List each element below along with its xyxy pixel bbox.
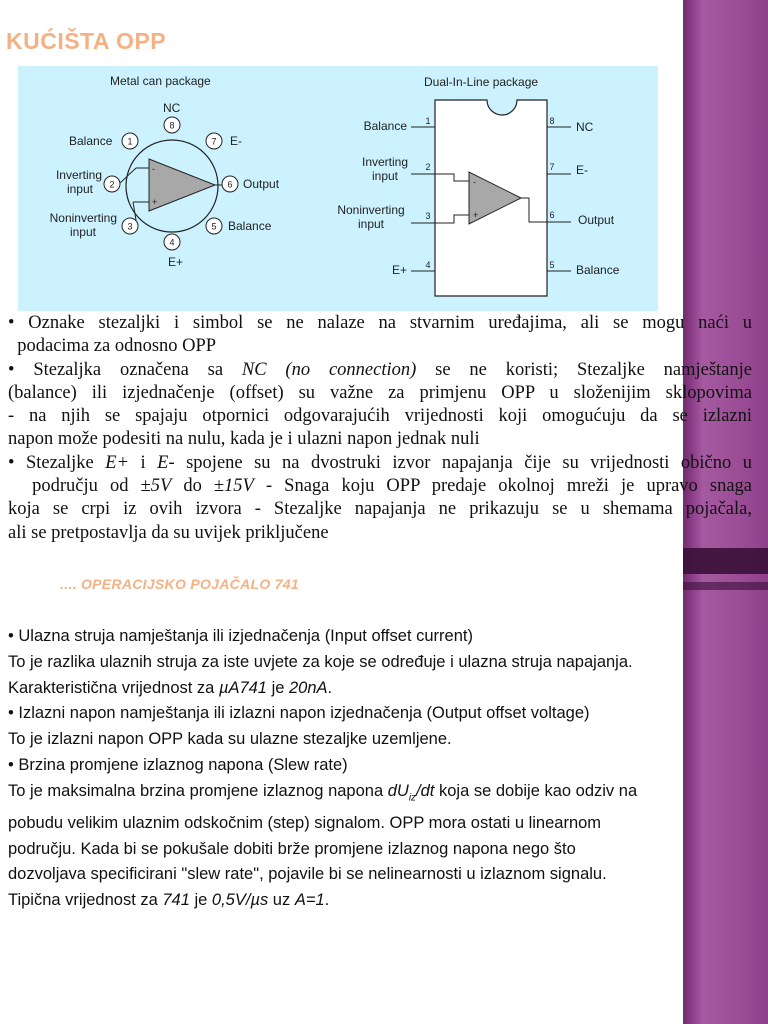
label-nc: NC bbox=[163, 101, 181, 115]
svg-text:2: 2 bbox=[109, 179, 115, 190]
dil-label-balance-right: Balance bbox=[576, 263, 620, 277]
paragraph-line: pobudu velikim ulaznim odskočnim (step) signalom. OPP mora ostati u linearnom bbox=[8, 813, 602, 832]
dil-label-inverting-input: input bbox=[371, 169, 399, 183]
dil-label-output: Output bbox=[578, 213, 615, 227]
slew-rate-value: 0,5V/µs bbox=[211, 891, 269, 910]
e-minus-term: E- bbox=[157, 452, 175, 473]
dil-title: Dual-In-Line package bbox=[424, 75, 539, 89]
metal-can-pin-3 bbox=[122, 218, 138, 234]
text-span: se ne koristi; Stezaljke namještanje bbox=[416, 359, 752, 380]
paragraph-line: području. Kada bi se pokušale dobiti brže promjene izlaznog napona nego što bbox=[8, 839, 576, 858]
package-diagram bbox=[18, 66, 658, 311]
svg-text:1: 1 bbox=[127, 136, 133, 147]
label-noninverting: Noninverting bbox=[49, 211, 117, 225]
text-span: Karakteristična vrijednost za bbox=[8, 678, 219, 697]
section-subtitle: .... OPERACIJSKO POJAČALO 741 bbox=[60, 576, 299, 592]
label-inverting: Inverting bbox=[55, 168, 102, 182]
metal-can-pin-1 bbox=[122, 133, 138, 149]
formula: dU bbox=[387, 781, 409, 800]
label-e-plus: E+ bbox=[168, 255, 184, 269]
svg-text:4: 4 bbox=[169, 237, 175, 248]
paragraph-line: To je izlazni napon OPP kada su ulazne stezaljke uzemljene. bbox=[8, 730, 452, 749]
dil-label-noninverting-input: input bbox=[357, 217, 385, 231]
paragraph-line bbox=[8, 452, 752, 475]
text-span: . bbox=[324, 891, 330, 910]
dil-label-nc: NC bbox=[576, 120, 594, 134]
metal-can-pin-6 bbox=[222, 176, 238, 192]
paragraph-line: ali se pretpostavlja da su uvijek priključene bbox=[8, 522, 329, 543]
nc-term: NC (no connection) bbox=[241, 359, 417, 380]
formula-subscript: iz bbox=[408, 792, 417, 804]
dil-label-e-plus: E+ bbox=[391, 263, 407, 277]
dil-pin-number-4: 4 bbox=[425, 260, 431, 270]
label-e-minus: E- bbox=[230, 134, 242, 148]
dil-minus-sign: - bbox=[473, 177, 476, 187]
text-span: . bbox=[327, 678, 333, 697]
label-balance: Balance bbox=[69, 134, 113, 148]
metal-can-opamp-symbol bbox=[149, 159, 215, 211]
svg-text:5: 5 bbox=[211, 221, 217, 232]
dil-label-inverting: Inverting bbox=[361, 155, 409, 169]
text-span: do bbox=[171, 476, 214, 497]
parameter-description-text bbox=[8, 624, 768, 914]
paragraph-line: • Ulazna struja namještanja ili izjednačenja (Input offset current) bbox=[8, 627, 473, 645]
metal-can-pin-7 bbox=[206, 133, 222, 149]
text-span: uz bbox=[268, 891, 295, 910]
metal-can-minus-sign: - bbox=[152, 164, 155, 174]
package-diagram-svg bbox=[18, 66, 658, 311]
part-number: µA741 bbox=[218, 678, 267, 697]
metal-can-pin-4 bbox=[164, 234, 180, 250]
label-inverting-input: input bbox=[66, 182, 93, 196]
dil-label-noninverting: Noninverting bbox=[337, 203, 405, 217]
paragraph-line: podacima za odnosno OPP bbox=[8, 336, 217, 357]
dil-pin-number-7: 7 bbox=[549, 162, 555, 172]
paragraph-line: napon može podesiti na nulu, kada je i ulazni napon jednak nuli bbox=[8, 429, 480, 450]
dil-label-balance: Balance bbox=[363, 119, 407, 133]
gain-value: A=1 bbox=[294, 891, 325, 910]
paragraph-line: (balance) ili izjednačenje (offset) su važne za primjenu OPP u složenijim sklopovima bbox=[8, 382, 752, 403]
label-noninverting-input: input bbox=[69, 225, 96, 239]
dil-pin-number-1: 1 bbox=[425, 116, 431, 126]
text-span: • Stezaljke bbox=[8, 452, 106, 473]
svg-text:3: 3 bbox=[127, 221, 133, 232]
sidebar-stripe bbox=[683, 548, 768, 574]
paragraph-line bbox=[8, 676, 768, 702]
text-span: To je maksimalna brzina promjene izlaznog napona bbox=[8, 781, 388, 800]
text-span: je bbox=[189, 891, 212, 910]
paragraph-line bbox=[8, 359, 752, 382]
metal-can-pin-2 bbox=[104, 176, 120, 192]
text-span: - Snaga koju OPP predaje okolnoj mreži je upravo snaga bbox=[253, 476, 753, 497]
paragraph-line: • Oznake stezaljki i simbol se ne nalaze na stvarnim uređajima, ali se mogu naći u bbox=[8, 313, 752, 333]
dil-label-e-minus: E- bbox=[576, 163, 588, 177]
text-span: spojene su na dvostruki izvor napajanja čije su vrijednosti obično u bbox=[174, 452, 753, 473]
current-value: 20nA bbox=[289, 678, 328, 697]
metal-can-title: Metal can package bbox=[110, 74, 211, 88]
paragraph-line: • Brzina promjene izlaznog napona (Slew rate) bbox=[8, 755, 348, 774]
text-span: i bbox=[129, 452, 158, 473]
e-plus-term: E+ bbox=[105, 452, 130, 473]
label-output: Output bbox=[243, 177, 280, 191]
paragraph-line: • Izlazni napon namještanja ili izlazni napon izjednačenja (Output offset voltage) bbox=[8, 704, 590, 723]
paragraph-line: koja se crpi iz ovih izvora - Stezaljke napajanja ne prikazuju se u shemama pojačala, bbox=[8, 499, 752, 520]
metal-can-pin-5 bbox=[206, 218, 222, 234]
label-balance-right: Balance bbox=[228, 219, 272, 233]
lead-inverting bbox=[119, 168, 136, 184]
text-span: je bbox=[266, 678, 289, 697]
text-span: području od bbox=[8, 476, 141, 497]
dil-pin-number-6: 6 bbox=[549, 210, 555, 220]
sidebar-stripe bbox=[683, 582, 768, 590]
voltage-value: ±15V bbox=[213, 476, 254, 497]
paragraph-line bbox=[8, 779, 768, 811]
paragraph-line: To je razlika ulaznih struja za iste uvjete za koje se određuje i ulazna struja napajanja. bbox=[8, 652, 633, 671]
text-span: Tipična vrijednost za bbox=[8, 891, 163, 910]
voltage-value: ±5V bbox=[140, 476, 172, 497]
svg-text:8: 8 bbox=[169, 120, 175, 131]
paragraph-line: dozvoljava specificirani "slew rate", pojavile bi se nelinearnosti u izlaznom signalu. bbox=[8, 865, 607, 884]
text-span: • Stezaljka označena sa bbox=[8, 359, 242, 380]
pin-description-text bbox=[8, 312, 752, 545]
paragraph-line bbox=[8, 475, 752, 498]
text-span: koja se dobije kao odziv na bbox=[434, 781, 638, 800]
dil-pin-number-3: 3 bbox=[425, 211, 431, 221]
dil-pin-number-2: 2 bbox=[425, 162, 431, 172]
dil-plus-sign: + bbox=[473, 210, 479, 220]
dil-pin-number-8: 8 bbox=[549, 116, 555, 126]
slide-title: KUĆIŠTA OPP bbox=[6, 28, 167, 54]
metal-can-pin-8 bbox=[164, 117, 180, 133]
svg-text:7: 7 bbox=[211, 136, 217, 147]
part-number: 741 bbox=[162, 891, 190, 910]
metal-can-plus-sign: + bbox=[152, 197, 158, 207]
paragraph-line bbox=[8, 888, 768, 914]
svg-text:6: 6 bbox=[227, 179, 233, 190]
formula: /dt bbox=[416, 781, 435, 800]
paragraph-line: - na njih se spajaju otpornici odgovarajućih vrijednosti koji omogućuju da se izlazni bbox=[8, 406, 752, 427]
dil-pin-number-5: 5 bbox=[549, 260, 555, 270]
